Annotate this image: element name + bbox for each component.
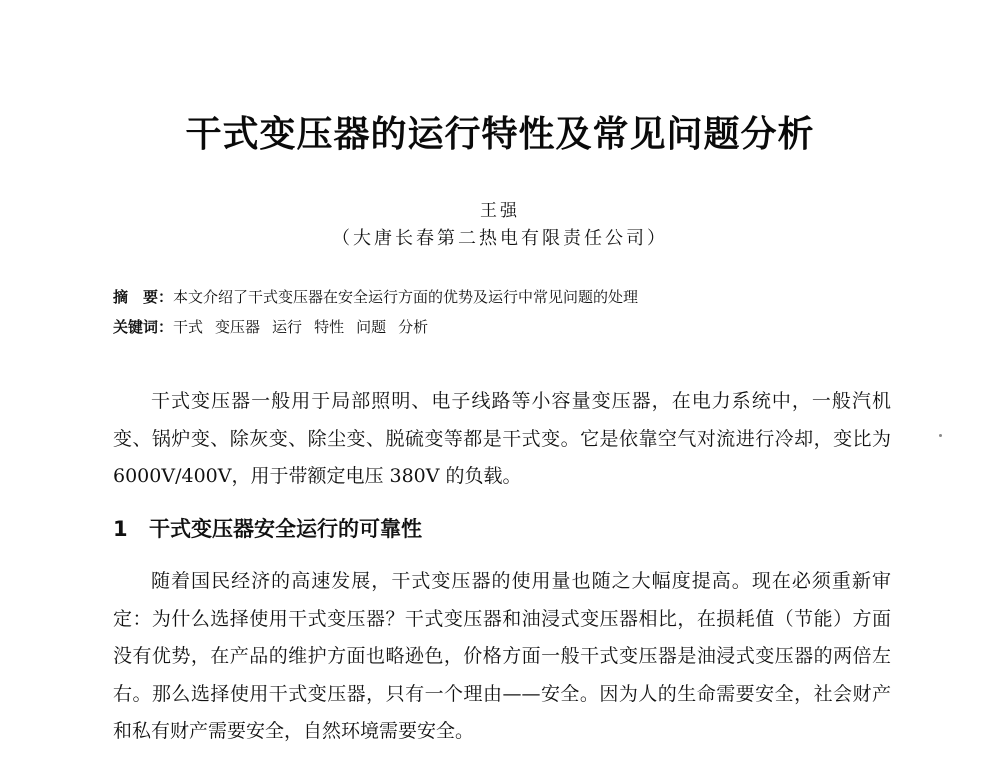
keyword: 干式	[173, 318, 204, 336]
section-title: 干式变压器安全运行的可靠性	[149, 517, 422, 541]
abstract-label: 摘 要：	[113, 288, 174, 306]
intro-paragraph: 干式变压器一般用于局部照明、电子线路等小容量变压器，在电力系统中，一般汽机变、锅炉变、除灰变、除尘变、脱硫变等都是干式变。它是依靠空气对流进行冷却，变比为 6000V/400V，用于带额定电压 380V 的负载。	[113, 390, 891, 487]
section-heading	[113, 513, 422, 543]
section-number: 1	[113, 517, 128, 541]
scan-speck	[939, 434, 942, 437]
author-affiliation: （大唐长春第二热电有限责任公司）	[332, 228, 668, 249]
author-name: 王强	[480, 201, 520, 221]
section-paragraph: 随着国民经济的高速发展，干式变压器的使用量也随之大幅度提高。现在必须重新审定：为什么选择使用干式变压器？干式变压器和油浸式变压器相比，在损耗值（节能）方面没有优势，在产品的维护方面也略逊色，价格方面一般干式变压器是油浸式变压器的两倍左右。那么选择使用干式变压器，只有一个理由——安全。因为人的生命需要安全，社会财产和私有财产需要安全，自然环境需要安全。	[113, 570, 891, 742]
paper-title: 干式变压器的运行特性及常见问题分析	[185, 114, 815, 155]
keyword: 问题	[356, 318, 387, 336]
keywords-label: 关键词：	[113, 318, 174, 336]
abstract-line	[113, 286, 638, 307]
keywords-line	[113, 316, 440, 337]
keyword: 变压器	[215, 318, 261, 336]
keywords-list	[173, 318, 440, 336]
keyword: 特性	[314, 318, 345, 336]
keyword: 运行	[272, 318, 303, 336]
keyword: 分析	[398, 318, 429, 336]
abstract-text: 本文介绍了干式变压器在安全运行方面的优势及运行中常见问题的处理	[173, 288, 639, 306]
